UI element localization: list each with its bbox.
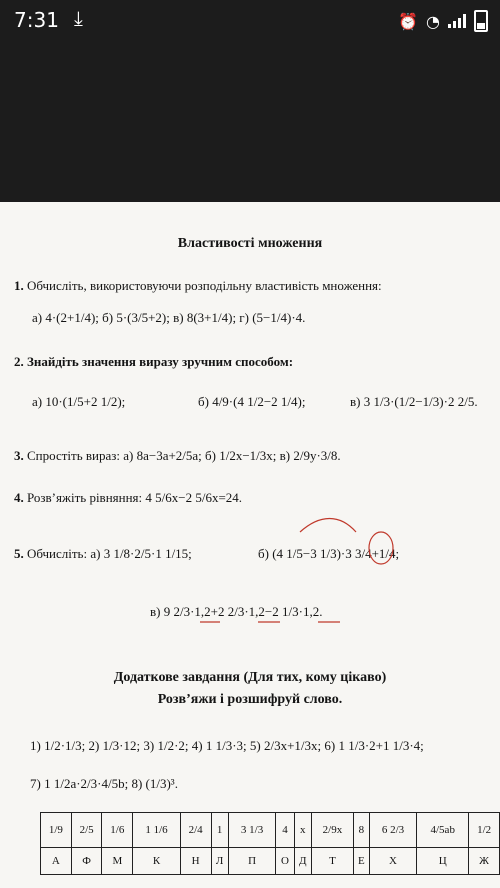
table-cell: 2/5 [71,813,102,848]
table-cell: О [276,848,294,875]
table-cell: 1/2 [469,813,500,848]
table-cell: Н [180,848,211,875]
status-bar [0,0,500,40]
table-cell: 1/6 [102,813,133,848]
extra-line-2: 7) 1 1/2a·2/3·4/5b; 8) (1/3)³. [30,776,178,791]
table-cell: М [102,848,133,875]
signal-icon [448,14,466,28]
task-3-text: Спростіть вираз: а) 8a−3a+2/5a; б) 1/2x−1/3x; в) 2/9y·3/8. [27,448,341,463]
table-cell: Х [369,848,417,875]
task-4-text: Розв’яжіть рівняння: 4 5/6x−2 5/6x=24. [27,490,243,505]
extra-line-1: 1) 1/2·1/3; 2) 1/3·12; 3) 1/2·2; 4) 1 1/3·3; 5) 2/3x+1/3x; 6) 1 1/3·2+1 1/3·4; [30,738,424,753]
task-1-parts: а) 4·(2+1/4); б) 5·(3/5+2); в) 8(3+1/4); г) (5−1/4)·4. [32,310,306,325]
table-cell: Т [311,848,353,875]
task-1-text: Обчисліть, використовуючи розподільну властивість множення: [27,278,382,293]
task-5-text: Обчисліть: а) 3 1/8·2/5·1 1/15; [27,546,192,561]
task-1-num: 1. [14,278,24,293]
status-time: 7:31 [14,8,59,32]
task-2-a: а) 10·(1/5+2 1/2); [32,394,126,409]
table-cell: Ж [469,848,500,875]
task-2-c: в) 3 1/3·(1/2−1/3)·2 2/5. [350,394,478,409]
table-cell: Л [211,848,228,875]
table-cell: Е [353,848,369,875]
table-cell: 1 [211,813,228,848]
table-cell: 2/4 [180,813,211,848]
task-5-num: 5. [14,546,24,561]
decode-table [40,812,500,875]
task-5-c: в) 9 2/3·1,2+2 2/3·1,2−2 1/3·1,2. [150,604,323,619]
table-row [41,848,500,875]
document-page [0,202,500,888]
task-4-num: 4. [14,490,24,505]
task-2-b: б) 4/9·(4 1/2−2 1/4); [198,394,306,409]
task-3-num: 3. [14,448,24,463]
table-cell: П [228,848,276,875]
table-row [41,813,500,848]
table-cell: Ц [417,848,469,875]
download-icon: ⤓ [74,6,83,30]
alarm-icon: ⏰ [398,11,419,31]
table-cell: 8 [353,813,369,848]
table-cell: 3 1/3 [228,813,276,848]
table-cell: Д [294,848,311,875]
task-5-b: б) (4 1/5−3 1/3)·3 3/4+1/4; [258,546,400,561]
task-2-text: Знайдіть значення виразу зручним способом: [27,354,294,369]
table-cell: Ф [71,848,102,875]
table-cell: 2/9x [311,813,353,848]
doc-title: Властивості множення [177,236,323,251]
table-cell: 6 2/3 [369,813,417,848]
table-cell: 4/5ab [417,813,469,848]
extra-subtitle: Розв’яжи і розшифруй слово. [157,692,343,707]
battery-icon [474,10,488,32]
red-circle-mark [369,532,393,564]
table-cell: 4 [276,813,294,848]
table-cell: 1 1/6 [133,813,181,848]
wifi-icon: ◔ [426,11,440,31]
table-cell: x [294,813,311,848]
task-2-num: 2. [14,354,24,369]
red-arc-mark [300,519,356,533]
table-cell: 1/9 [41,813,72,848]
table-cell: К [133,848,181,875]
table-cell: А [41,848,72,875]
extra-title: Додаткове завдання (Для тих, кому цікаво) [113,670,387,685]
